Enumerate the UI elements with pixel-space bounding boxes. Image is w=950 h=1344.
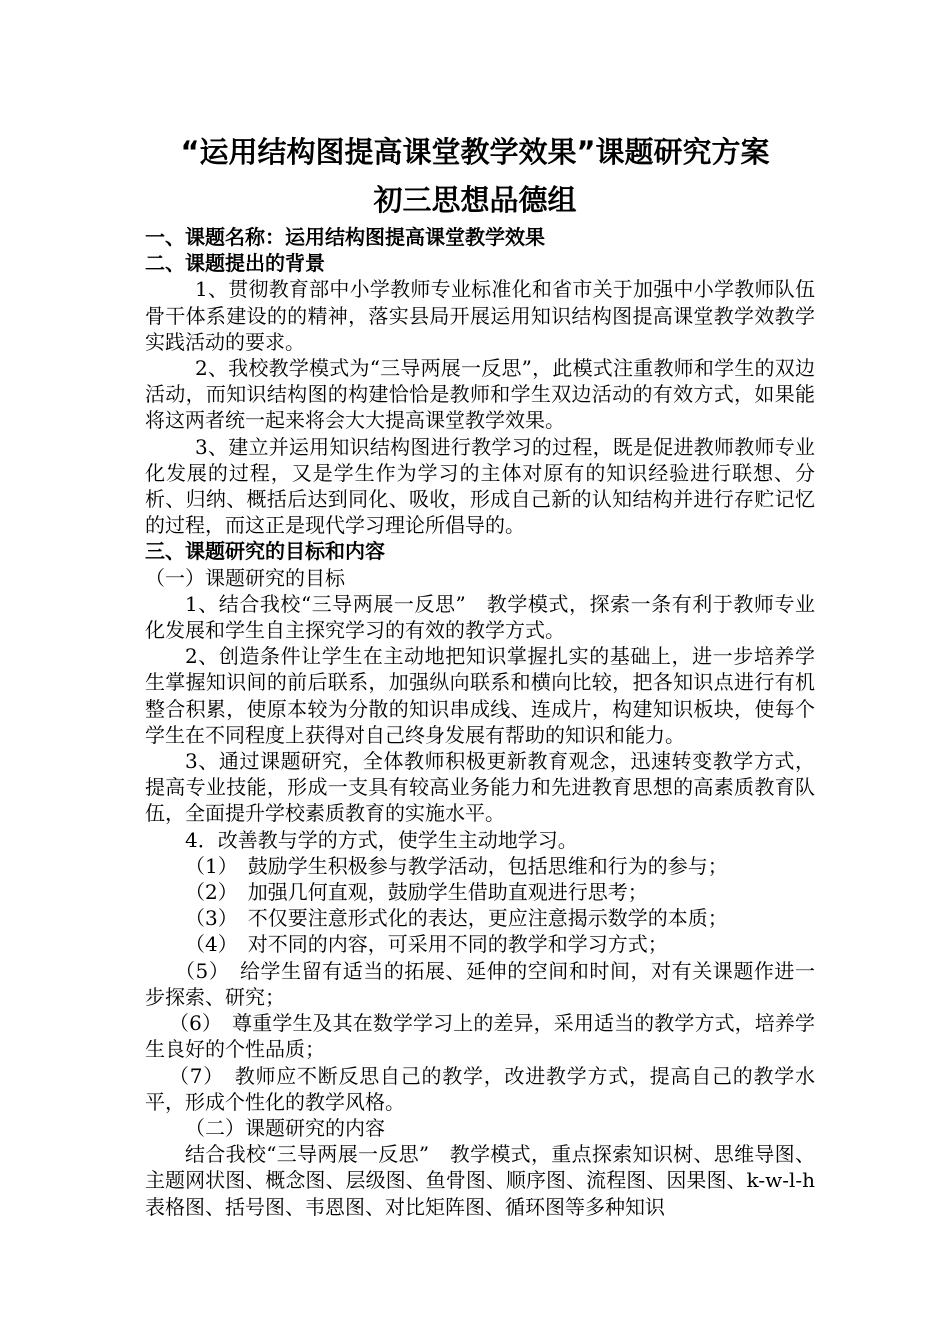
list-item: （2） 加强几何直观，鼓励学生借助直观进行思考；	[185, 880, 648, 905]
document-body	[145, 224, 815, 1220]
document-subtitle: 初三思想品德组	[373, 183, 577, 217]
paragraph: 2、我校教学模式为“三导两展一反思”，此模式注重教师和学生的双边活动，而知识结构图的构建恰恰是教师和学生双边活动的有效方式，如果能将这两者统一起来将会大大提高课堂教学效果。	[145, 356, 815, 433]
paragraph: 结合我校“三导两展一反思” 教学模式，重点探索知识树、思维导图、主题网状图、概念图、层级图、鱼骨图、顺序图、流程图、因果图、k-w-l-h表格图、括号图、韦恩图、对比矩阵图、循环图等多种知识	[145, 1142, 815, 1219]
list-item: （3） 不仅要注意形式化的表达，更应注意揭示数学的本质；	[185, 906, 728, 931]
section-heading: 一、课题名称：运用结构图提高课堂教学效果	[145, 225, 545, 249]
subsection-heading: （二）课题研究的内容	[185, 1115, 385, 1140]
paragraph: 1、贯彻教育部中小学教师专业标准化和省市关于加强中小学教师队伍骨干体系建设的的精神，落实县局开展运用知识结构图提高课堂教学效教学实践活动的要求。	[145, 277, 815, 354]
paragraph: 1、结合我校“三导两展一反思” 教学模式，探索一条有利于教师专业化发展和学生自主探究学习的有效的教学方式。	[145, 591, 815, 643]
subsection-heading: （一）课题研究的目标	[145, 565, 345, 590]
paragraph: 3、建立并运用知识结构图进行教学习的过程，既是促进教师教师专业化发展的过程，又是学生作为学习的主体对原有的知识经验进行联想、分析、归纳、概括后达到同化、吸收，形成自己新的认知结构并进行存贮记忆的过程，而这正是现代学习理论所倡导的。	[145, 434, 815, 538]
list-item: （5） 给学生留有适当的拓展、延伸的空间和时间，对有关课题作进一步探索、研究；	[145, 958, 815, 1009]
list-item: （1） 鼓励学生积极参与教学活动，包括思维和行为的参与；	[185, 853, 728, 878]
document-title: “运用结构图提高课堂教学效果”课题研究方案	[180, 135, 770, 169]
paragraph: 2、创造条件让学生在主动地把知识掌握扎实的基础上，进一步培养学生掌握知识间的前后联系，加强纵向联系和横向比较，把各知识点进行有机整合积累，使原本较为分散的知识串成线、连成片，构建知识板块，使每个学生在不同程度上获得对自己终身发展有帮助的知识和能力。	[145, 644, 815, 747]
paragraph: 4．改善教与学的方式，使学生主动地学习。	[185, 827, 578, 852]
list-item: （7） 教师应不断反思自己的教学，改进教学方式，提高自己的教学水平，形成个性化的教学风格。	[145, 1063, 815, 1114]
section-heading: 三、课题研究的目标和内容	[145, 539, 385, 564]
list-item: （4） 对不同的内容，可采用不同的教学和学习方式；	[185, 932, 668, 957]
paragraph: 3、通过课题研究，全体教师积极更新教育观念，迅速转变教学方式，提高专业技能，形成一支具有较高业务能力和先进教育思想的高素质教育队伍，全面提升学校素质教育的实施水平。	[145, 749, 815, 826]
list-item: （6） 尊重学生及其在数学学习上的差异，采用适当的教学方式，培养学生良好的个性品质；	[145, 1011, 815, 1062]
section-heading: 二、课题提出的背景	[145, 251, 325, 276]
